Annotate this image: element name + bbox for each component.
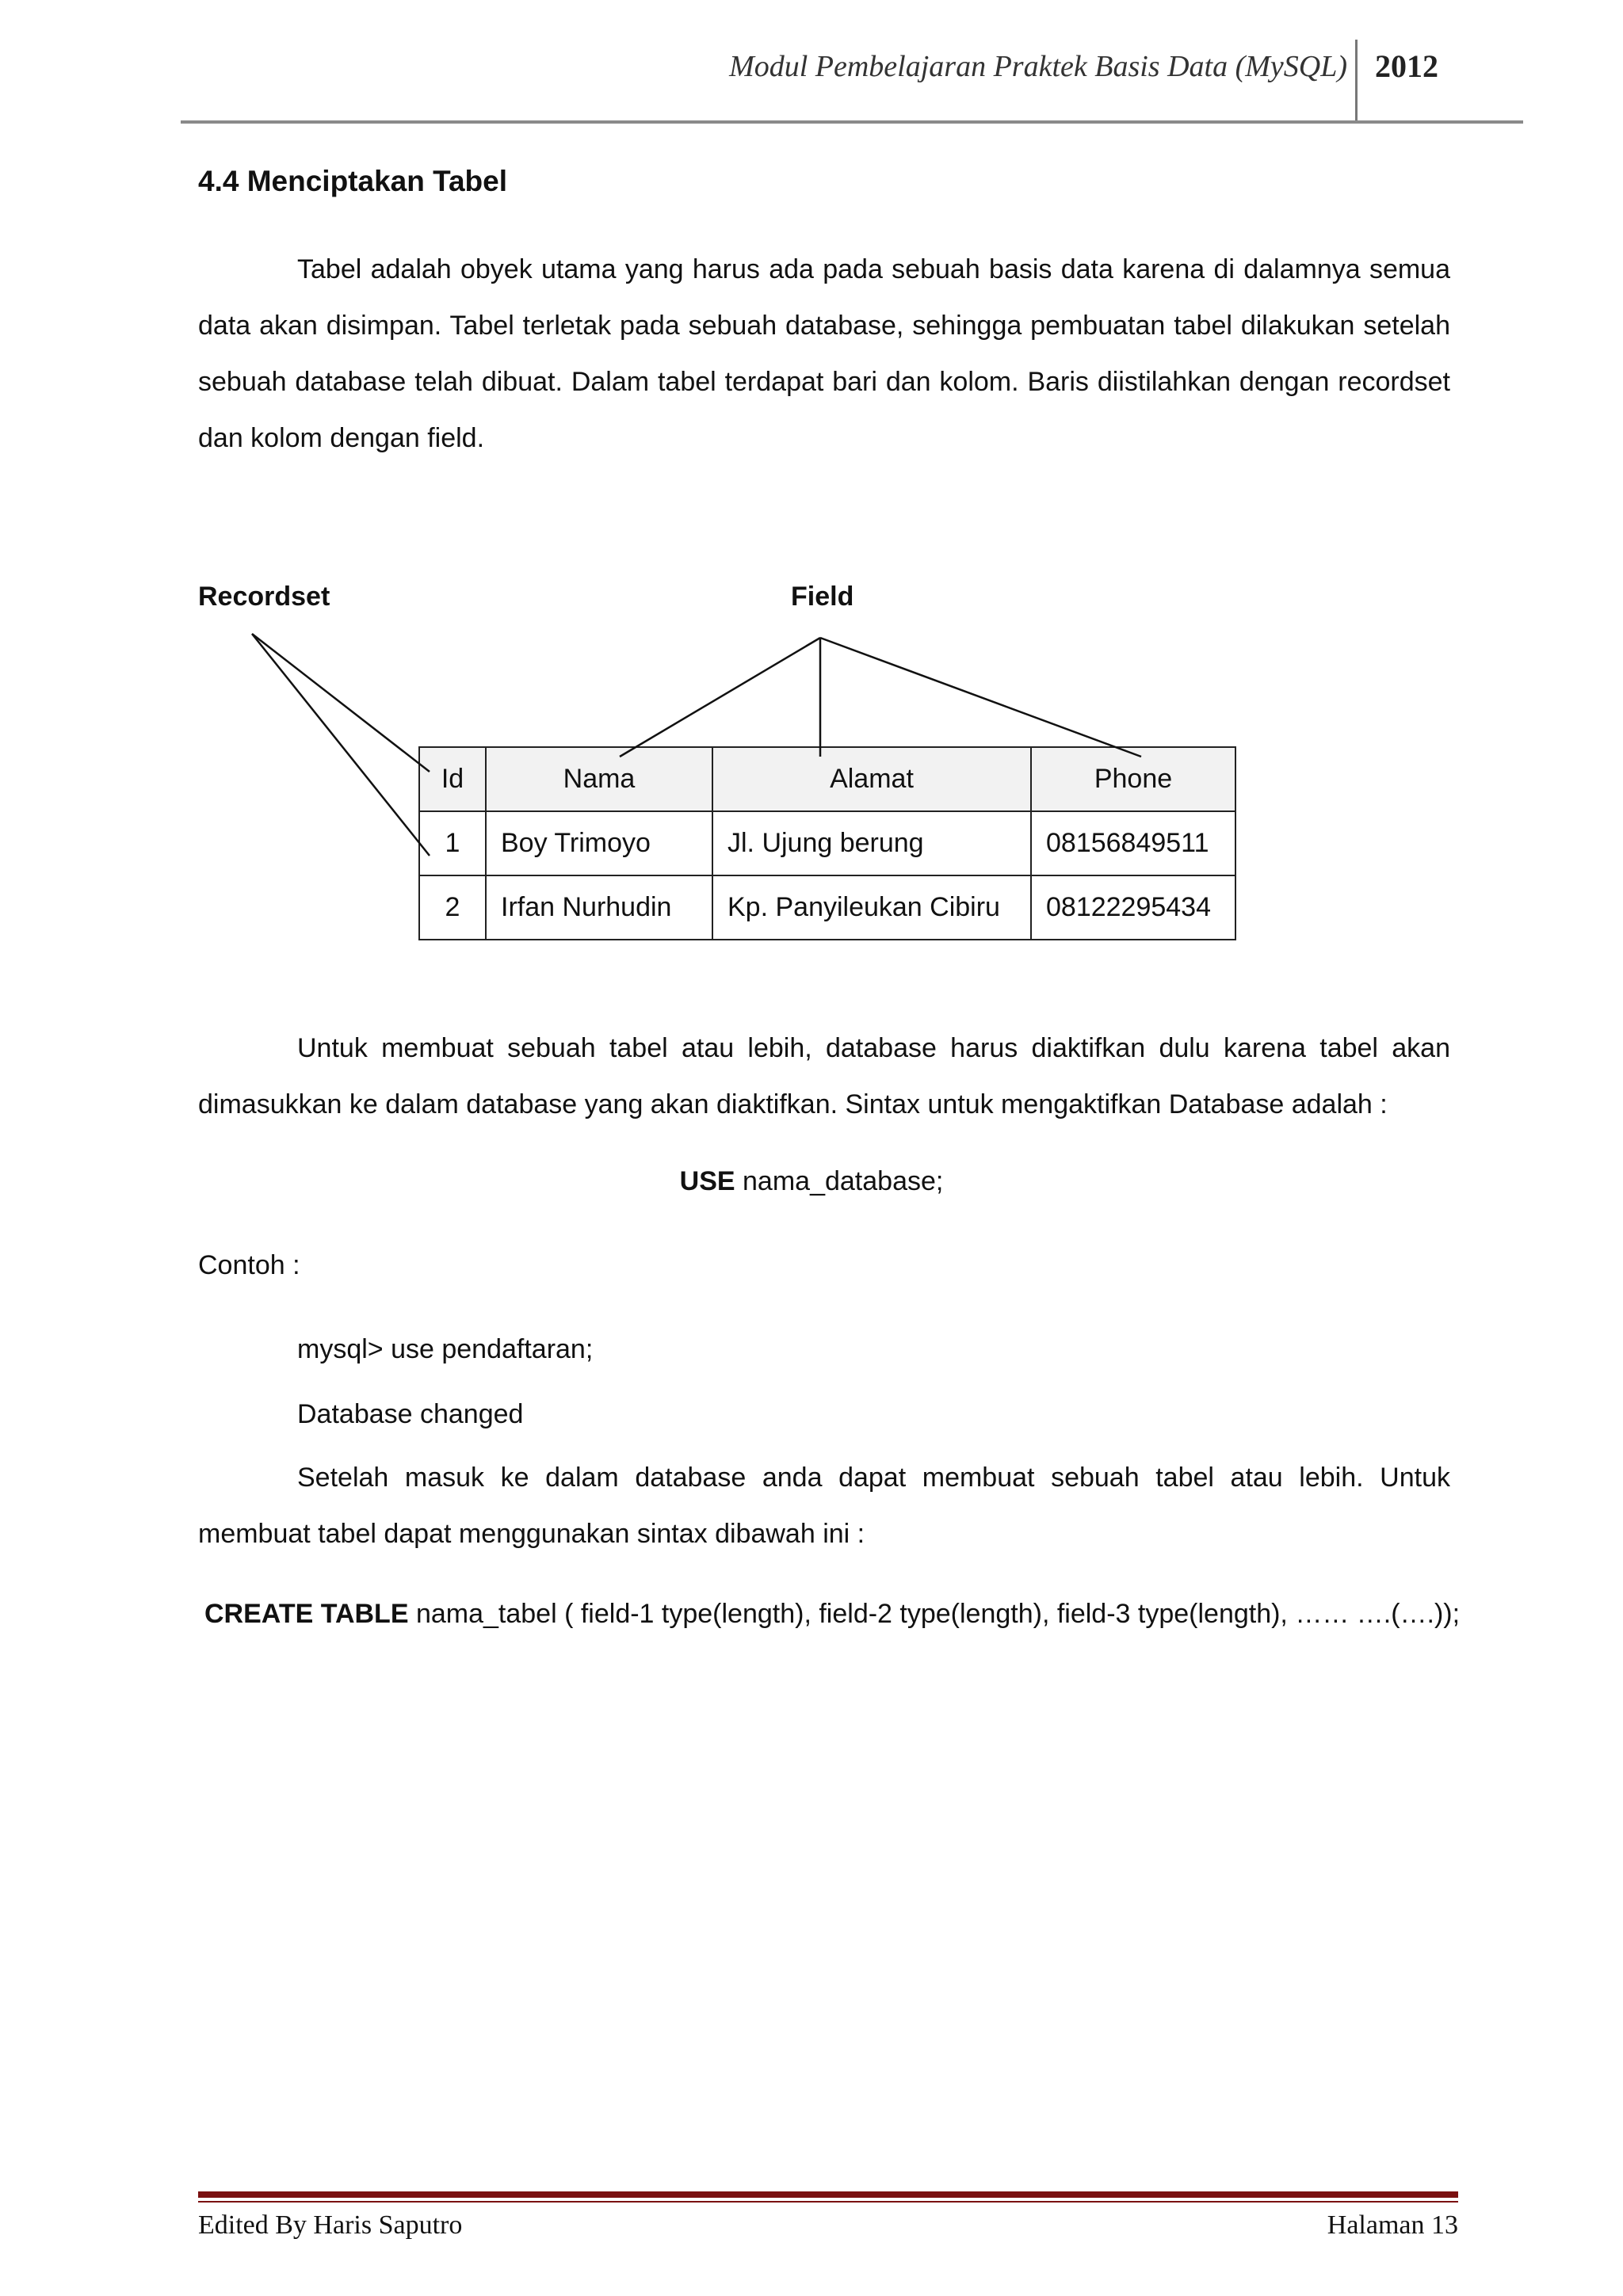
create-arguments: nama_tabel ( field-1 type(length), field-2 type(length), field-3 type(length), …… ….(….));	[408, 1599, 1461, 1629]
document-title: Modul Pembelajaran Praktek Basis Data (MySQL)	[729, 50, 1347, 83]
field-label: Field	[791, 582, 854, 612]
cell-alamat: Jl. Ujung berung	[712, 811, 1031, 875]
cell-id: 1	[419, 811, 486, 875]
cell-id: 2	[419, 875, 486, 940]
create-keyword: CREATE TABLE	[204, 1599, 409, 1629]
field-line-phone	[820, 638, 1141, 757]
cell-nama: Boy Trimoyo	[486, 811, 712, 875]
column-header-nama: Nama	[486, 747, 712, 811]
column-header-alamat: Alamat	[712, 747, 1031, 811]
column-header-id: Id	[419, 747, 486, 811]
cell-phone: 08122295434	[1031, 875, 1235, 940]
use-syntax	[0, 1166, 1623, 1197]
field-line-nama	[620, 638, 820, 757]
column-header-phone: Phone	[1031, 747, 1235, 811]
example-response: Database changed	[297, 1399, 524, 1429]
recordset-line-header	[252, 634, 430, 772]
use-keyword: USE	[679, 1166, 735, 1196]
cell-nama: Irfan Nurhudin	[486, 875, 712, 940]
example-label: Contoh :	[198, 1250, 300, 1280]
footer-author: Edited By Haris Saputro	[198, 2210, 463, 2240]
create-table-syntax	[204, 1599, 1460, 1630]
cell-phone: 08156849511	[1031, 811, 1235, 875]
intro-paragraph: Tabel adalah obyek utama yang harus ada pada sebuah basis data karena di dalamnya semua data akan disimpan. Tabel terletak pada sebuah database, sehingga pembuatan tabel dilakukan setelah sebuah database telah dibuat. Dalam tabel terdapat bari dan kolom. Baris diistilahkan dengan recordset dan kolom dengan field.	[198, 254, 1450, 453]
header-year: 2012	[1375, 48, 1438, 84]
recordset-label: Recordset	[198, 582, 330, 612]
use-argument: nama_database;	[735, 1166, 944, 1196]
recordset-line-row	[252, 634, 430, 856]
create-paragraph: Setelah masuk ke dalam database anda dapat membuat sebuah tabel atau lebih. Untuk membuat tabel dapat menggunakan sintax dibawah ini :	[198, 1463, 1450, 1549]
page-number: Halaman 13	[1327, 2210, 1458, 2240]
example-command: mysql> use pendaftaran;	[297, 1334, 594, 1364]
activate-paragraph: Untuk membuat sebuah tabel atau lebih, database harus diaktifkan dulu karena tabel akan dimasukkan ke dalam database yang akan diaktifkan. Sintax untuk mengaktifkan Database adalah :	[198, 1033, 1450, 1119]
section-heading: 4.4 Menciptakan Tabel	[198, 165, 507, 197]
cell-alamat: Kp. Panyileukan Cibiru	[712, 875, 1031, 940]
footer-rule-thin	[198, 2201, 1458, 2203]
footer-rule-thick	[198, 2191, 1458, 2198]
